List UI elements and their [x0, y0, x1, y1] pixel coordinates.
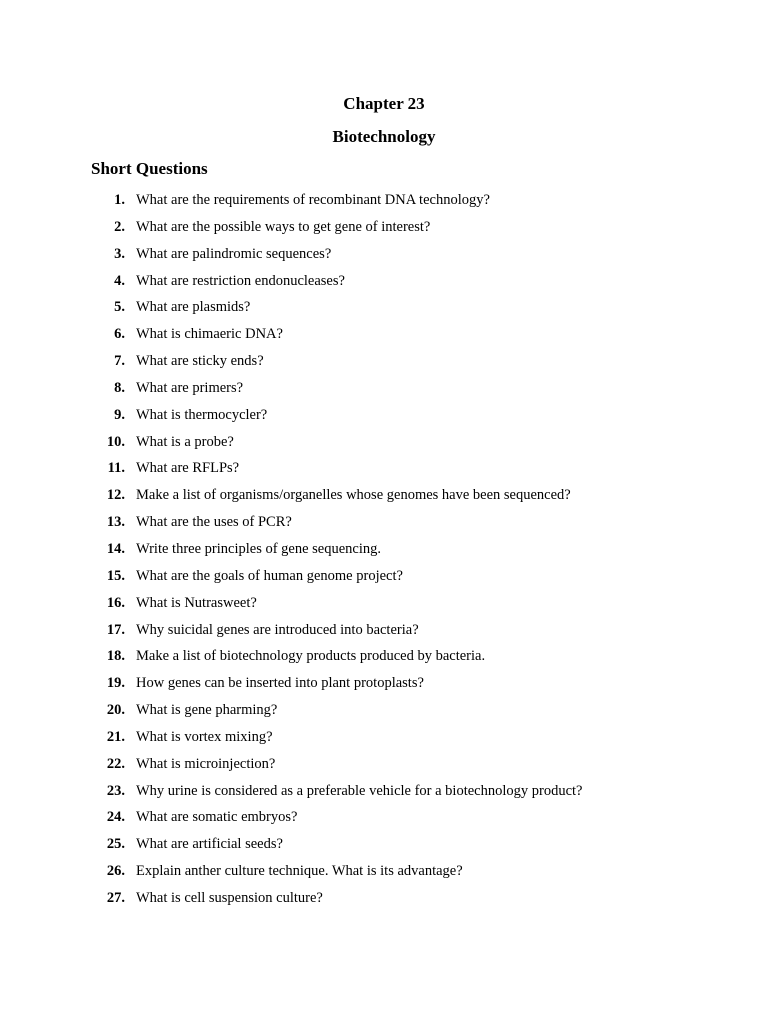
question-number: 11. [107, 460, 125, 477]
question-item [0, 512, 768, 539]
question-text: What is cell suspension culture? [136, 889, 323, 906]
question-number: 5. [114, 299, 125, 316]
question-number: 12. [106, 487, 125, 504]
question-text: Why suicidal genes are introduced into bacteria? [136, 621, 419, 638]
section-heading: Short Questions [91, 159, 208, 178]
question-list [0, 190, 768, 915]
question-item [0, 566, 768, 593]
question-text: What are RFLPs? [136, 460, 240, 477]
question-number: 14. [106, 540, 125, 557]
question-text: What are the possible ways to get gene of interest? [136, 218, 431, 235]
question-item [0, 888, 768, 915]
question-text: What are artificial seeds? [136, 836, 283, 853]
question-text: What are restriction endonucleases? [136, 272, 345, 289]
question-text: What are primers? [136, 379, 244, 396]
question-number: 27. [106, 889, 125, 906]
question-text: What are the requirements of recombinant DNA technology? [136, 192, 490, 208]
question-number: 10. [106, 433, 125, 450]
question-item [0, 432, 768, 459]
question-text: What is vortex mixing? [136, 728, 273, 745]
question-item [0, 861, 768, 888]
question-item [0, 190, 768, 217]
question-number: 21. [106, 728, 125, 745]
question-text: What are somatic embryos? [136, 809, 298, 826]
question-item [0, 781, 768, 808]
question-text: What are sticky ends? [136, 353, 264, 370]
question-text: What are the goals of human genome project? [136, 567, 403, 584]
question-text: What is thermocycler? [136, 406, 268, 423]
question-number: 26. [106, 863, 125, 880]
question-number: 3. [114, 245, 125, 262]
question-item [0, 324, 768, 351]
subject-title: Biotechnology [332, 127, 436, 146]
question-text: What is chimaeric DNA? [136, 326, 283, 343]
question-item [0, 297, 768, 324]
question-number: 15. [106, 567, 125, 584]
question-text: What is gene pharming? [136, 702, 278, 719]
question-item [0, 458, 768, 485]
question-number: 25. [106, 836, 125, 853]
question-text: What are palindromic sequences? [136, 245, 332, 262]
question-number: 16. [106, 594, 125, 611]
question-item [0, 646, 768, 673]
question-item [0, 807, 768, 834]
question-text: Write three principles of gene sequencing. [136, 540, 382, 557]
question-text: Explain anther culture technique. What is its advantage? [136, 863, 463, 880]
question-item [0, 673, 768, 700]
question-item [0, 620, 768, 647]
question-number: 8. [114, 379, 125, 396]
question-item [0, 700, 768, 727]
question-item [0, 271, 768, 298]
question-number: 1. [114, 192, 125, 208]
question-item [0, 378, 768, 405]
question-item [0, 539, 768, 566]
question-number: 6. [114, 326, 125, 343]
question-item [0, 593, 768, 620]
question-text: What is microinjection? [136, 755, 276, 772]
question-number: 17. [106, 621, 125, 638]
question-number: 19. [106, 675, 125, 692]
question-text: What are the uses of PCR? [136, 514, 292, 531]
question-item [0, 351, 768, 378]
question-text: Make a list of biotechnology products produced by bacteria. [136, 648, 486, 665]
chapter-title: Chapter 23 [343, 94, 425, 113]
question-number: 24. [106, 809, 125, 826]
question-number: 23. [106, 782, 125, 799]
question-item [0, 754, 768, 781]
question-number: 4. [114, 272, 125, 289]
question-item [0, 485, 768, 512]
question-text: Make a list of organisms/organelles whose genomes have been sequenced? [136, 487, 571, 504]
question-number: 18. [106, 648, 125, 665]
question-text: What are plasmids? [136, 299, 251, 316]
question-item [0, 217, 768, 244]
question-number: 2. [114, 218, 125, 235]
question-item [0, 405, 768, 432]
question-item [0, 834, 768, 861]
question-number: 20. [106, 702, 125, 719]
question-text: Why urine is considered as a preferable vehicle for a biotechnology product? [136, 782, 583, 799]
question-text: What is Nutrasweet? [136, 594, 257, 611]
question-text: How genes can be inserted into plant protoplasts? [136, 675, 424, 692]
question-number: 22. [106, 755, 125, 772]
question-number: 7. [114, 353, 125, 370]
question-item [0, 727, 768, 754]
question-item [0, 244, 768, 271]
question-number: 13. [106, 514, 125, 531]
question-text: What is a probe? [136, 433, 234, 450]
question-number: 9. [114, 406, 125, 423]
